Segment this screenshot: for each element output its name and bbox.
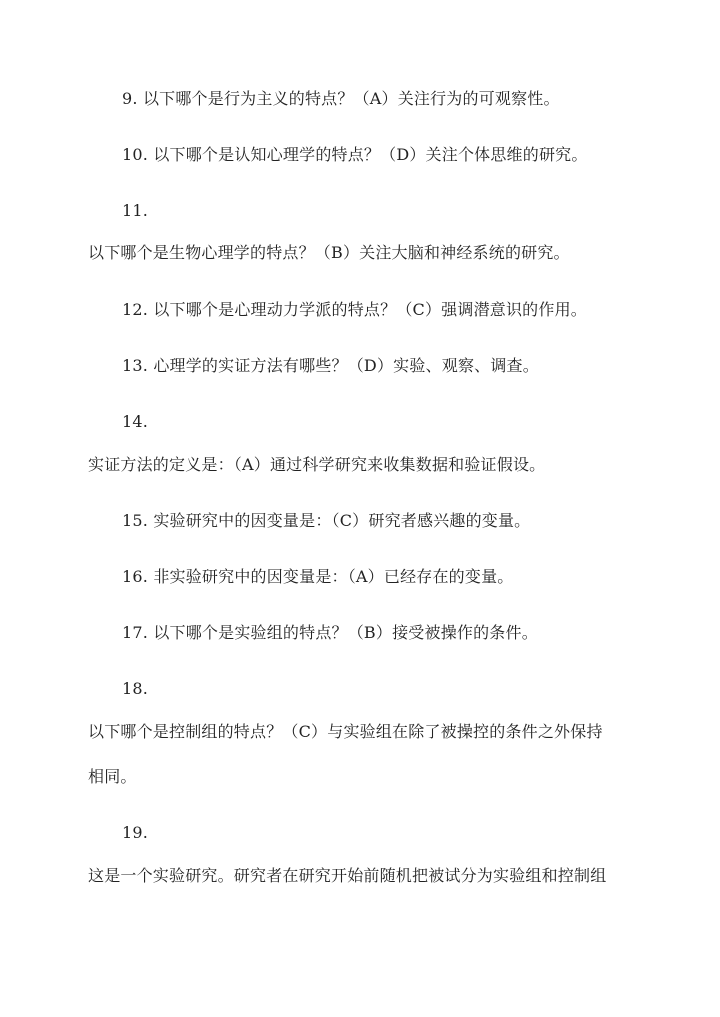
question-19-text: 这是一个实验研究。研究者在研究开始前随机把被试分为实验组和控制组 — [88, 866, 607, 885]
question-11-number: 11. — [122, 201, 149, 220]
question-19-number: 19. — [122, 823, 149, 842]
question-14-number: 14. — [122, 412, 149, 431]
question-18-text: 以下哪个是控制组的特点？（C）与实验组在除了被操控的条件之外保持 — [88, 722, 603, 741]
question-14-text: 实证方法的定义是：（A）通过科学研究来收集数据和验证假设。 — [88, 455, 546, 474]
question-16: 16. 非实验研究中的因变量是：（A）已经存在的变量。 — [122, 567, 514, 586]
question-18-number: 18. — [122, 679, 149, 698]
question-10: 10. 以下哪个是认知心理学的特点？（D）关注个体思维的研究。 — [122, 145, 588, 164]
question-11-text: 以下哪个是生物心理学的特点？（B）关注大脑和神经系统的研究。 — [88, 243, 570, 262]
question-15: 15. 实验研究中的因变量是：（C）研究者感兴趣的变量。 — [122, 511, 531, 530]
question-18-text-cont: 相同。 — [88, 767, 137, 786]
question-17: 17. 以下哪个是实验组的特点？（B）接受被操作的条件。 — [122, 623, 538, 642]
question-13: 13. 心理学的实证方法有哪些？（D）实验、观察、调查。 — [122, 356, 539, 375]
question-9: 9. 以下哪个是行为主义的特点？（A）关注行为的可观察性。 — [122, 89, 560, 108]
question-12: 12. 以下哪个是心理动力学派的特点？（C）强调潜意识的作用。 — [122, 300, 587, 319]
